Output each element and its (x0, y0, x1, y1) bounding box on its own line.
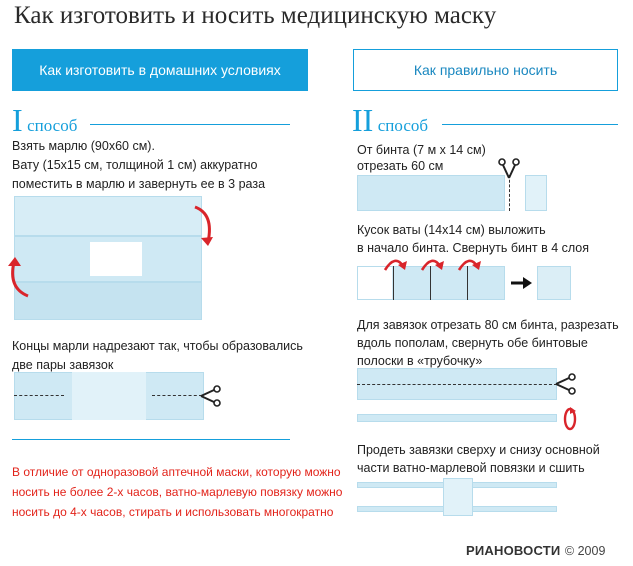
tab-make-at-home[interactable]: Как изготовить в домашних условиях (12, 49, 308, 91)
method2-step3a: Для завязок отрезать 80 см бинта, разрезать (357, 318, 619, 332)
sew-mask-body (443, 478, 473, 516)
rolled-tie (357, 414, 557, 422)
scissors-icon (200, 384, 224, 408)
right-arrow-icon (511, 276, 533, 290)
bandage-fold-illustration (357, 256, 587, 306)
cut-line-left (14, 395, 64, 396)
gauze-center (72, 372, 146, 420)
method2-step4b: части ватно-марлевой повязки и сшить (357, 461, 585, 475)
method1-divider (12, 439, 290, 440)
cut-line-right (152, 395, 202, 396)
folded-result (537, 266, 571, 300)
gauze-cut-illustration (14, 372, 224, 422)
method2-step2b: в начало бинта. Свернуть бинт в 4 слоя (357, 241, 590, 255)
curved-arrow-icon (457, 256, 483, 272)
method2-underline (442, 124, 618, 125)
curved-arrow-icon (383, 256, 409, 272)
curved-arrow-icon (6, 254, 32, 300)
note-line3: носить до 4-х часов, стирать и использовать многократно (12, 505, 334, 519)
method2-step4a: Продеть завязки сверху и снизу основной (357, 443, 600, 457)
bandage-strip (357, 175, 505, 211)
method2-step1b: отрезать 60 см (357, 159, 444, 173)
bandage-cut-illustration (357, 156, 557, 216)
logo-novosti: НОВОСТИ (494, 543, 561, 558)
tab-how-to-wear[interactable]: Как правильно носить (353, 49, 618, 91)
note-line1: В отличие от одноразовой аптечной маски, которую можно (12, 465, 341, 479)
method1-roman: I (12, 102, 23, 138)
gauze-with-cotton-illustration (14, 196, 214, 320)
footer-branding (466, 542, 626, 560)
method2-step2a: Кусок ваты (14x14 см) выложить (357, 223, 546, 237)
scissors-icon (555, 372, 579, 396)
method1-step1: Взять марлю (90x60 см). (12, 139, 155, 153)
method2-roman: II (352, 102, 374, 138)
method2-word: способ (377, 116, 429, 135)
method2-step1a: От бинта (7 м х 14 см) (357, 143, 486, 157)
ties-illustration (357, 368, 587, 436)
gauze-bottom-fold (14, 282, 202, 320)
sewing-illustration (357, 478, 567, 518)
bandage-end (525, 175, 547, 211)
scissors-icon (497, 156, 521, 180)
cotton-pad (90, 242, 142, 276)
method1-underline (90, 124, 290, 125)
method1-step2b: поместить в марлю и завернуть ее в 3 раза (12, 177, 266, 191)
method2-step3c: полоски в «трубочку» (357, 354, 483, 368)
roll-arrow-icon (561, 406, 579, 432)
curved-arrow-icon (420, 256, 446, 272)
tie-cut-line (357, 384, 557, 385)
copyright: © 2009 (564, 544, 606, 558)
method2-step3b: вдоль пополам, свернуть обе бинтовые (357, 336, 588, 350)
method1-word: способ (27, 116, 78, 135)
method1-heading (12, 104, 292, 138)
page-title: Как изготовить и носить медицинскую маску (14, 2, 497, 29)
method1-step3b: две пары завязок (12, 358, 114, 372)
note-line2: носить не более 2-х часов, ватно-марлевую повязку можно (12, 485, 343, 499)
gauze-top-fold (14, 196, 202, 236)
method2-heading (352, 104, 622, 138)
curved-arrow-icon (192, 204, 216, 250)
logo-ria: РИА (466, 543, 495, 558)
method1-step2a: Вату (15x15 см, толщиной 1 см) аккуратно (12, 158, 258, 172)
method1-step3a: Концы марли надрезают так, чтобы образовались (12, 339, 303, 353)
bandage-cut-line (509, 175, 510, 211)
